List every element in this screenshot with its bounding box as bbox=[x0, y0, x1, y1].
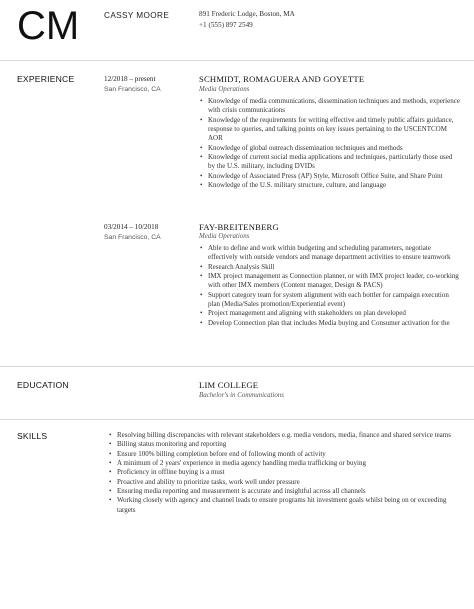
company-name: FAY-BREITENBERG bbox=[199, 222, 279, 232]
list-item: • Knowledge of the U.S. military structure, culture, and language bbox=[199, 181, 461, 190]
list-item: • Project management and aligning with stakeholders on plan developed bbox=[199, 309, 461, 318]
list-item: • A minimum of 2 years' experience in media agency handling media trafficking or buying bbox=[108, 459, 456, 468]
job-location: San Francisco, CA bbox=[104, 234, 161, 241]
phone: +1 (555) 897 2549 bbox=[199, 20, 253, 29]
section-heading-education: EDUCATION bbox=[17, 380, 69, 390]
list-item: • Knowledge of the requirements for writing effective and timely public affairs guidance, response to queries, and talking points on key issues pertaining to the USCENTCOM AOR bbox=[199, 116, 461, 144]
list-item: • Develop Connection plan that includes Media buying and Consumer activation for the bbox=[199, 319, 461, 328]
job-title: Media Operations bbox=[199, 86, 250, 93]
list-item: • Working closely with agency and channel leads to ensure programs hit investment goals whilst being on or exceeding targets bbox=[108, 496, 456, 515]
list-item: • Support category team for system alignment with each bottler for campaign execution plan (Media/Sales promotion/Experiential event) bbox=[199, 291, 461, 310]
school-name: LIM COLLEGE bbox=[199, 380, 259, 390]
list-item: • IMX project management as Connection planner, or with IMX project leader, co-working with other IMX members (Content manager, Design & PACS) bbox=[199, 272, 461, 291]
company-name: SCHMIDT, ROMAGUERA AND GOYETTE bbox=[199, 74, 365, 84]
list-item: • Proficiency in offline buying is a must bbox=[108, 468, 456, 477]
list-item: • Knowledge of media communications, dissemination techniques and methods, experience with crisis communications bbox=[199, 97, 461, 116]
contact-block bbox=[199, 9, 295, 30]
list-item: • Able to define and work within budgeting and scheduling parameters, negotiate effectively with outside vendors and manage department activities to ensure teamwork bbox=[199, 244, 461, 263]
list-item: • Billing status monitoring and reporting bbox=[108, 440, 456, 449]
job-dates: 12/2018 – present bbox=[104, 75, 156, 83]
list-item: • Ensure 100% billing completion before end of following month of activity bbox=[108, 450, 456, 459]
list-item: • Knowledge of current social media applications and techniques, particularly those used by the U.S. military, including DVIDs bbox=[199, 153, 461, 172]
list-item: • Ensuring media reporting and measurement is accurate and insightful across all channels bbox=[108, 487, 456, 496]
job-title: Media Operations bbox=[199, 233, 250, 240]
section-heading-skills: SKILLS bbox=[17, 431, 48, 441]
job-location: San Francisco, CA bbox=[104, 86, 161, 93]
candidate-name: CASSY MOORE bbox=[104, 11, 170, 20]
address: 891 Frederic Lodge, Boston, MA bbox=[199, 10, 295, 18]
list-item: • Research Analysis Skill bbox=[199, 263, 461, 272]
list-item: • Resolving billing discrepancies with relevant stakeholders e.g. media vendors, media, finance and shared service teams bbox=[108, 431, 456, 440]
monogram: CM bbox=[17, 4, 80, 48]
job-dates: 03/2014 – 10/2018 bbox=[104, 223, 159, 231]
job-bullets bbox=[199, 244, 461, 328]
divider bbox=[0, 366, 474, 367]
section-heading-experience: EXPERIENCE bbox=[17, 74, 75, 84]
list-item: • Proactive and ability to prioritize tasks, work well under pressure bbox=[108, 478, 456, 487]
list-item: • Knowledge of global outreach dissemination techniques and methods bbox=[199, 144, 461, 153]
divider bbox=[0, 419, 474, 420]
job-bullets bbox=[199, 97, 461, 190]
divider bbox=[0, 60, 474, 61]
skills-list bbox=[108, 431, 456, 515]
degree: Bachelor's in Communications bbox=[199, 392, 284, 399]
list-item: • Knowledge of Associated Press (AP) Style, Microsoft Office Suite, and Share Point bbox=[199, 172, 461, 181]
